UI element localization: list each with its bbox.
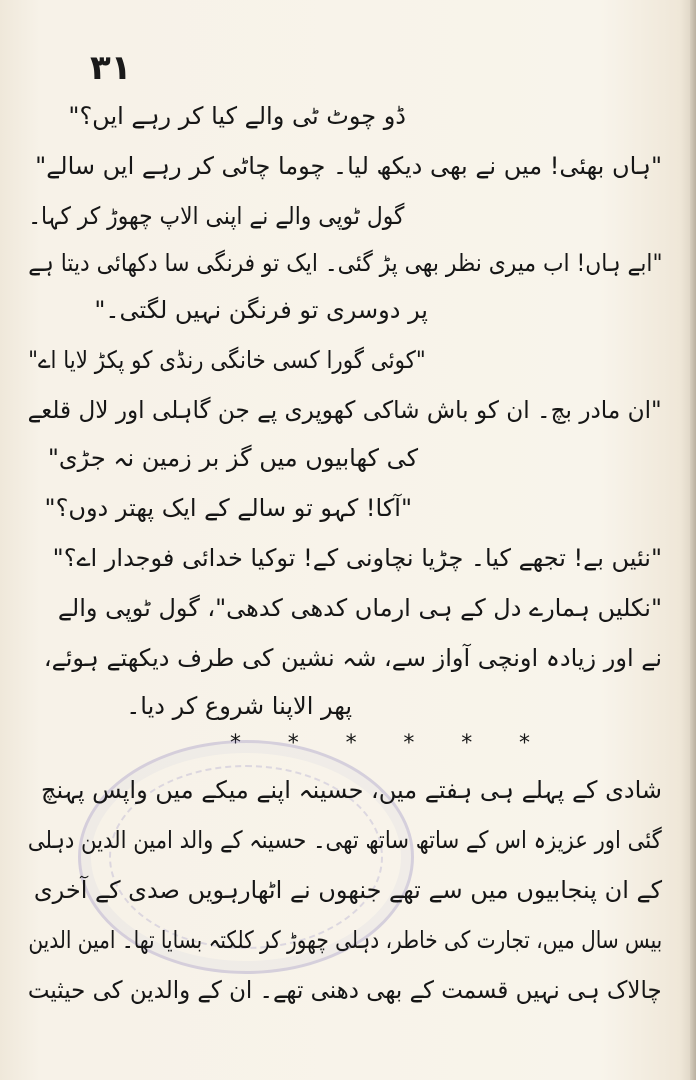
divider-mark: * [518,730,530,756]
text-line: "ہاں بھئی! میں نے بھی دیکھ لیا۔ چوما چاٹی کر رہے ایں سالے" [35,152,662,180]
page-number: ۳۱ [90,48,132,88]
text-line: "نکلیں ہمارے دل کے ہی ارماں کدھی کدھی"، گول ٹوپی والے [57,594,662,622]
text-line: پھر الاپنا شروع کر دیا۔ [126,692,352,720]
text-line: "کوئی گورا کسی خانگی رنڈی کو پکڑ لایا اے" [28,346,426,374]
divider-mark: * [230,730,241,756]
page-edge [690,0,696,1080]
text-line: نے اور زیادہ اونچی آواز سے، شہ نشین کی طرف دیکھتے ہوئے، [43,644,662,672]
divider-mark: * [287,730,299,756]
text-line: شادی کے پہلے ہی ہفتے میں، حسینہ اپنے میکے میں واپس پہنچ [41,776,662,804]
divider-mark: * [461,730,473,756]
text-line: گئی اور عزیزہ اس کے ساتھ ساتھ تھی۔ حسینہ کے والد امین الدین دہلی [28,826,662,854]
text-line: کے ان پنجابیوں میں سے تھے جنھوں نے اٹھارہویں صدی کے آخری [33,876,662,904]
text-line: "آکا! کہو تو سالے کے ایک پھتر دوں؟" [44,494,412,522]
divider-mark: * [403,730,415,756]
text-line: ڈو چوٹ ٹی والے کیا کر رہے ایں؟" [68,102,406,130]
text-line: "نئیں بے! تجھے کیا۔ چڑیا نچاونی کے! توکیا خدائی فوجدار اے؟" [52,544,662,572]
text-line: "ابے ہاں! اب میری نظر بھی پڑ گئی۔ ایک تو فرنگی سا دکھائی دیتا ہے [27,249,662,277]
text-line: پر دوسری تو فرنگن نہیں لگتی۔" [94,296,428,324]
divider-mark: * [345,730,357,756]
text-line: بیس سال میں، تجارت کی خاطر، دہلی چھوڑ کر کلکتہ بسایا تھا۔ امین الدین [28,926,662,954]
text-line: کی کھابیوں میں گز بر زمین نہ جڑی" [47,444,418,472]
text-line: چالاک ہی نہیں قسمت کے بھی دھنی تھے۔ ان کے والدین کی حیثیت [28,976,662,1004]
text-line: "ان مادر بچ۔ ان کو باش شاکی کھوپری پے جن گاہلی اور لال قلعے [28,396,662,424]
text-line: گول ٹوپی والے نے اپنی الاپ چھوڑ کر کہا۔ [27,202,404,230]
